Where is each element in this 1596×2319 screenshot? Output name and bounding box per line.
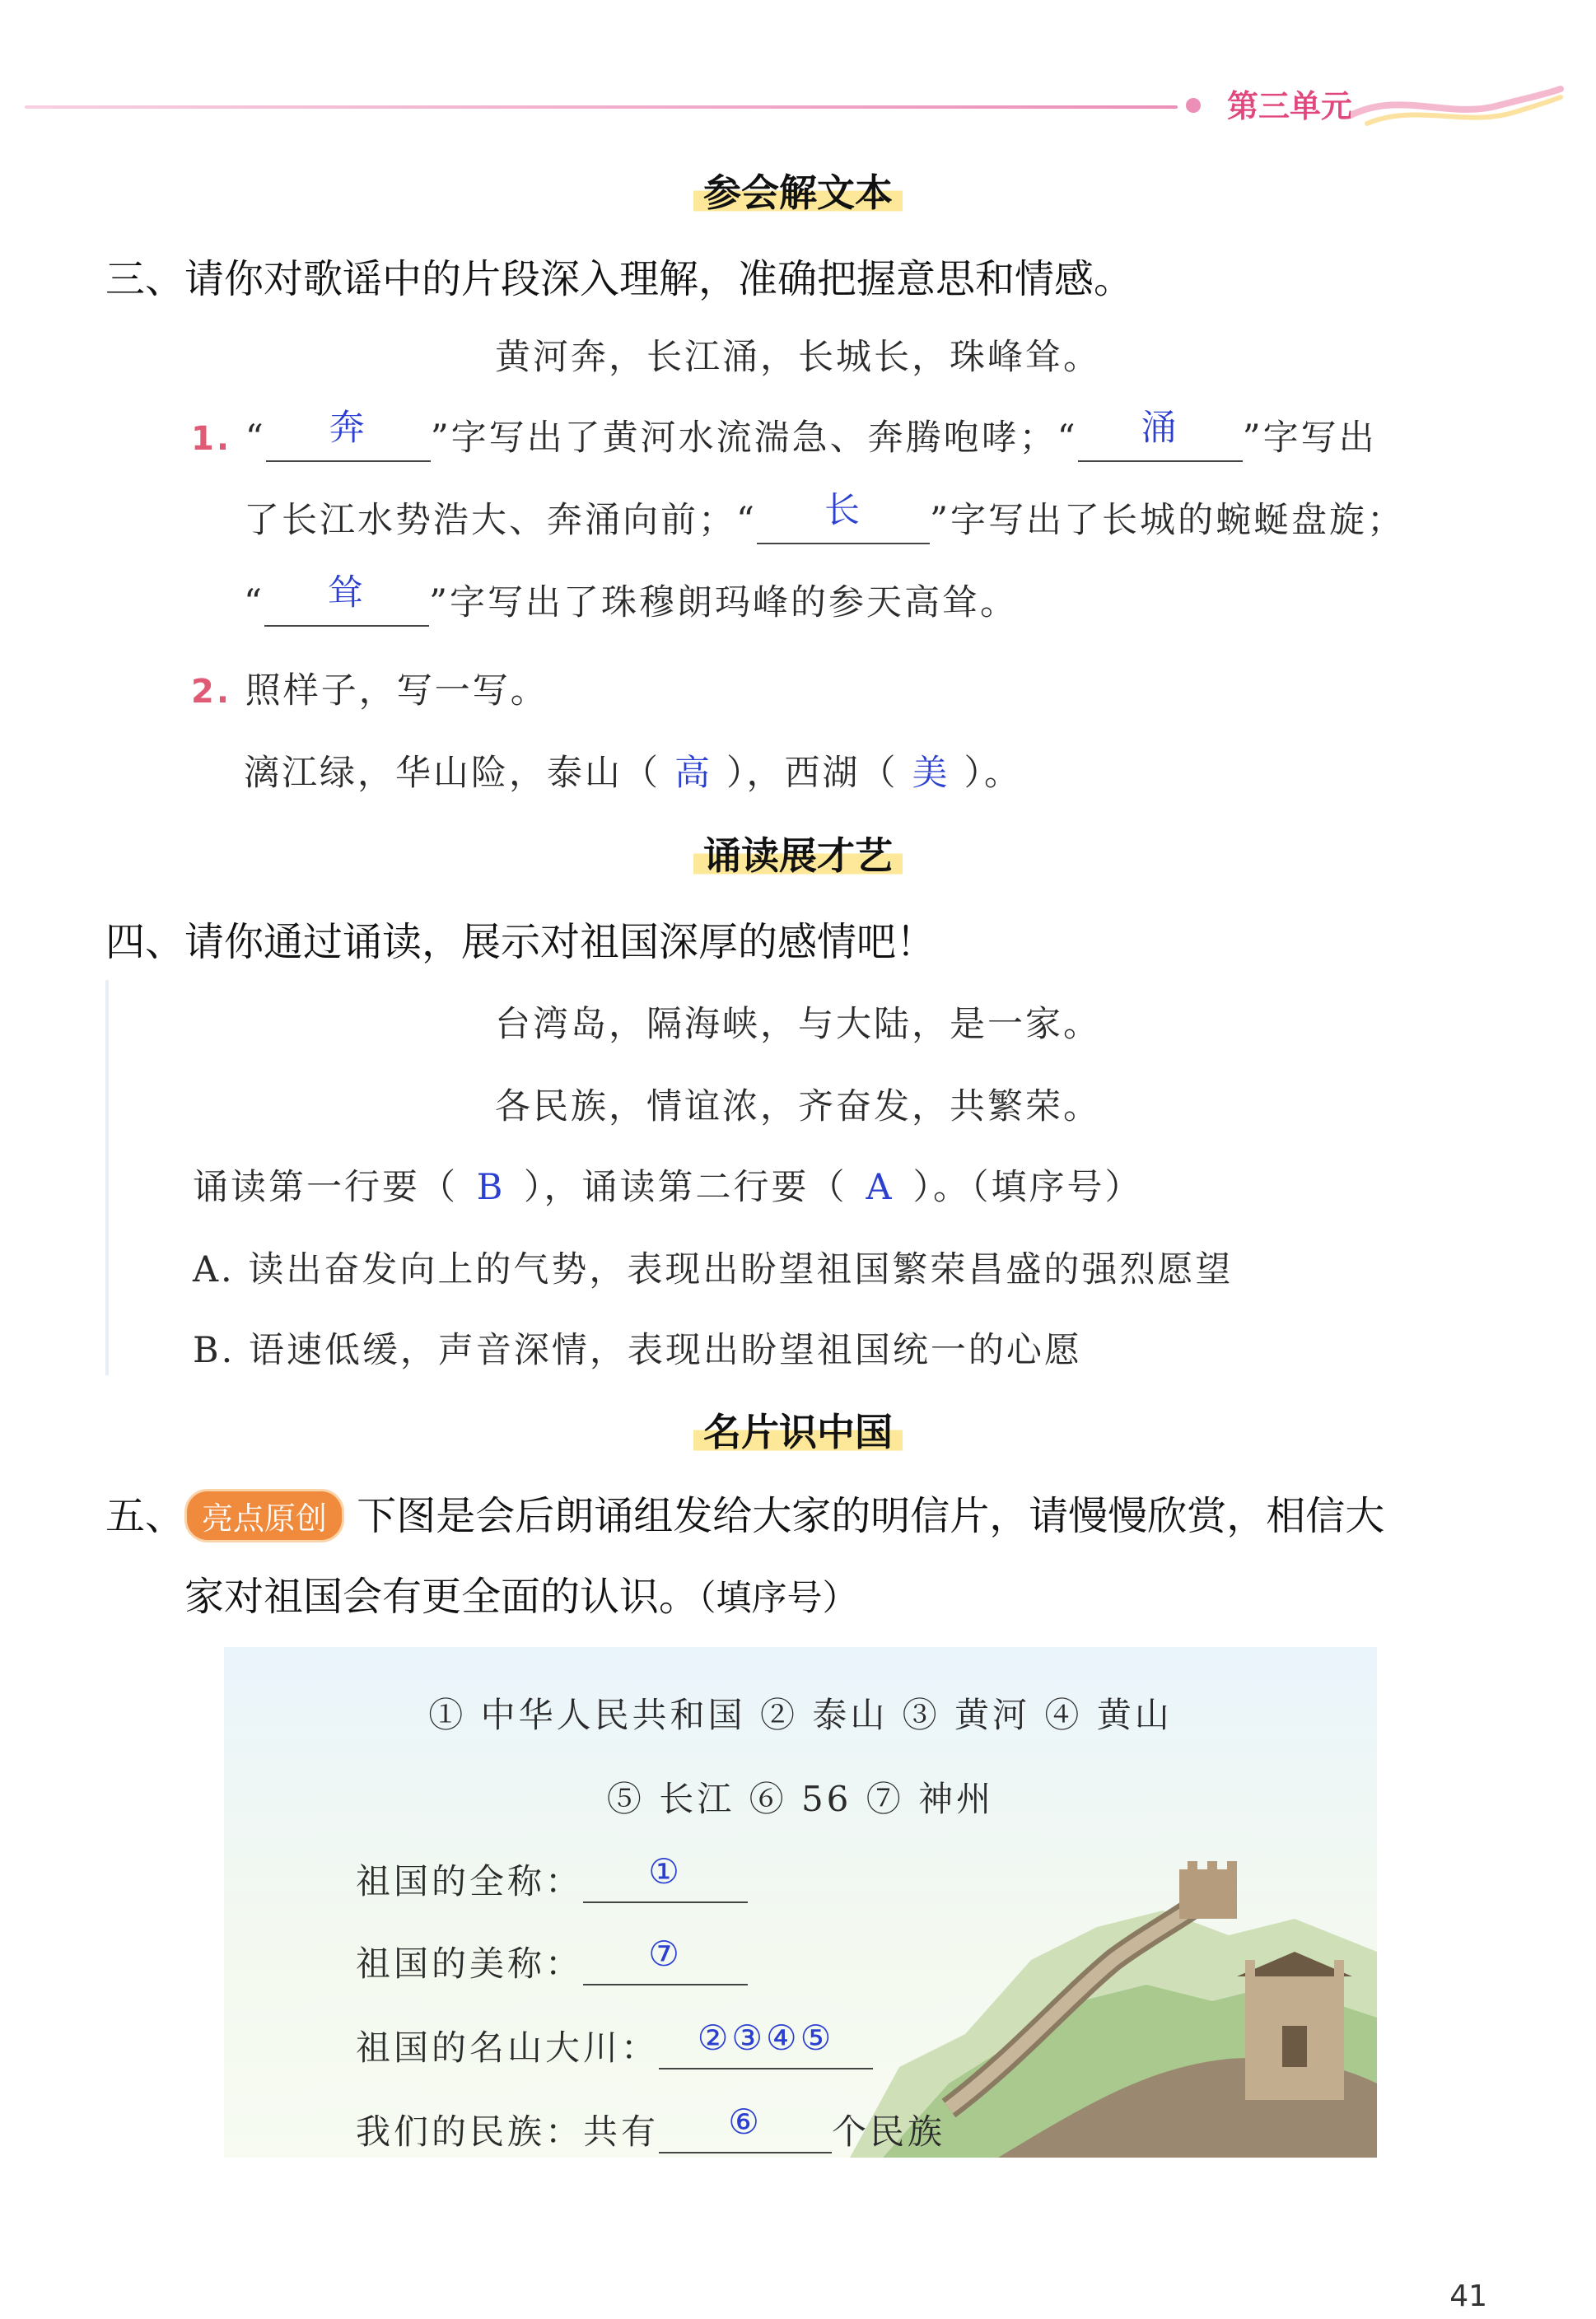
header-dot	[1186, 98, 1201, 113]
q3-1-line3: “ 耸 ”字写出了珠穆朗玛峰的参天高耸。	[244, 575, 1018, 627]
section-title-3: 参会解文本	[0, 163, 1596, 217]
question-5-line2: 家对祖国会有更全面的认识。（填序号）	[184, 1574, 858, 1620]
q3-2-line: 漓江绿，华山险，泰山（ 高 ），西湖（ 美 ）。	[244, 745, 1022, 796]
header-swoosh-decoration	[1351, 82, 1565, 132]
answer-field[interactable]: 高	[674, 753, 712, 794]
fill-item-full-name: 祖国的全称： ①	[356, 1855, 748, 1904]
answer-blank[interactable]: ⑦	[583, 1943, 748, 1985]
poem-line-2: 各民族，情谊浓，齐奋发，共繁荣。	[495, 1086, 1101, 1127]
answer-blank[interactable]: ①	[583, 1861, 748, 1903]
answer-blank[interactable]: 长	[757, 492, 930, 544]
page-number: 41	[1449, 2279, 1487, 2313]
answer-blank[interactable]: 奔	[266, 410, 431, 462]
answer-blank[interactable]: 涌	[1078, 410, 1243, 462]
q3-1-number: 1.	[191, 420, 232, 458]
answer-field[interactable]: 美	[912, 753, 950, 794]
question-3: 三、请你对歌谣中的片段深入理解，准确把握意思和情感。	[105, 256, 1134, 302]
poem-line-1: 台湾岛，隔海峡，与大陆，是一家。	[495, 1004, 1101, 1045]
options-row-1: ① 中华人民共和国 ② 泰山 ③ 黄河 ④ 黄山	[428, 1695, 1173, 1735]
q4-ask: 诵读第一行要（ B ），诵读第二行要（ A ）。（填序号）	[193, 1167, 1143, 1208]
answer-field[interactable]: A	[866, 1167, 894, 1208]
section-title-4: 诵读展才艺	[0, 826, 1596, 880]
q3-1-line2: 了长江水势浩大、奔涌向前；“ 长 ”字写出了长城的蜿蜒盘旋；	[244, 492, 1405, 544]
q3-1-line1: 1. “ 奔 ”字写出了黄河水流湍急、奔腾咆哮；“ 涌 ”字写出	[191, 410, 1377, 462]
header-rule	[25, 105, 1178, 109]
fill-item-beautiful-name: 祖国的美称： ⑦	[356, 1937, 748, 1986]
section-title-5: 名片识中国	[0, 1402, 1596, 1457]
options-row-2: ⑤ 长江 ⑥ 56 ⑦ 神州	[606, 1779, 995, 1819]
highlight-badge: 亮点原创	[184, 1489, 344, 1542]
answer-field[interactable]: B	[476, 1167, 506, 1208]
answer-blank[interactable]: 耸	[264, 575, 429, 627]
answer-blank[interactable]: ②③④⑤	[659, 2027, 873, 2069]
answer-blank[interactable]: ⑥	[659, 2111, 832, 2153]
poem-line: 黄河奔，长江涌，长城长，珠峰耸。	[495, 337, 1101, 378]
question-4: 四、请你通过诵读，展示对祖国深厚的感情吧！	[105, 919, 936, 965]
q3-2-head: 2. 照样子，写一写。	[191, 670, 548, 712]
question-5-line1: 五、 亮点原创 下图是会后朗诵组发给大家的明信片，请慢慢欣赏，相信大	[105, 1484, 1384, 1542]
option-b: B. 语速低缓，声音深情，表现出盼望祖国统一的心愿	[193, 1330, 1082, 1371]
fill-item-mountains-rivers: 祖国的名山大川： ②③④⑤	[356, 2021, 873, 2070]
fill-item-ethnic-groups: 我们的民族：共有 ⑥ 个民族	[356, 2102, 946, 2152]
postcard	[224, 1647, 1377, 2158]
unit-label: 第三单元	[1227, 88, 1353, 124]
option-a: A. 读出奋发向上的气势，表现出盼望祖国繁荣昌盛的强烈愿望	[193, 1249, 1234, 1290]
q3-2-number: 2.	[191, 673, 232, 711]
